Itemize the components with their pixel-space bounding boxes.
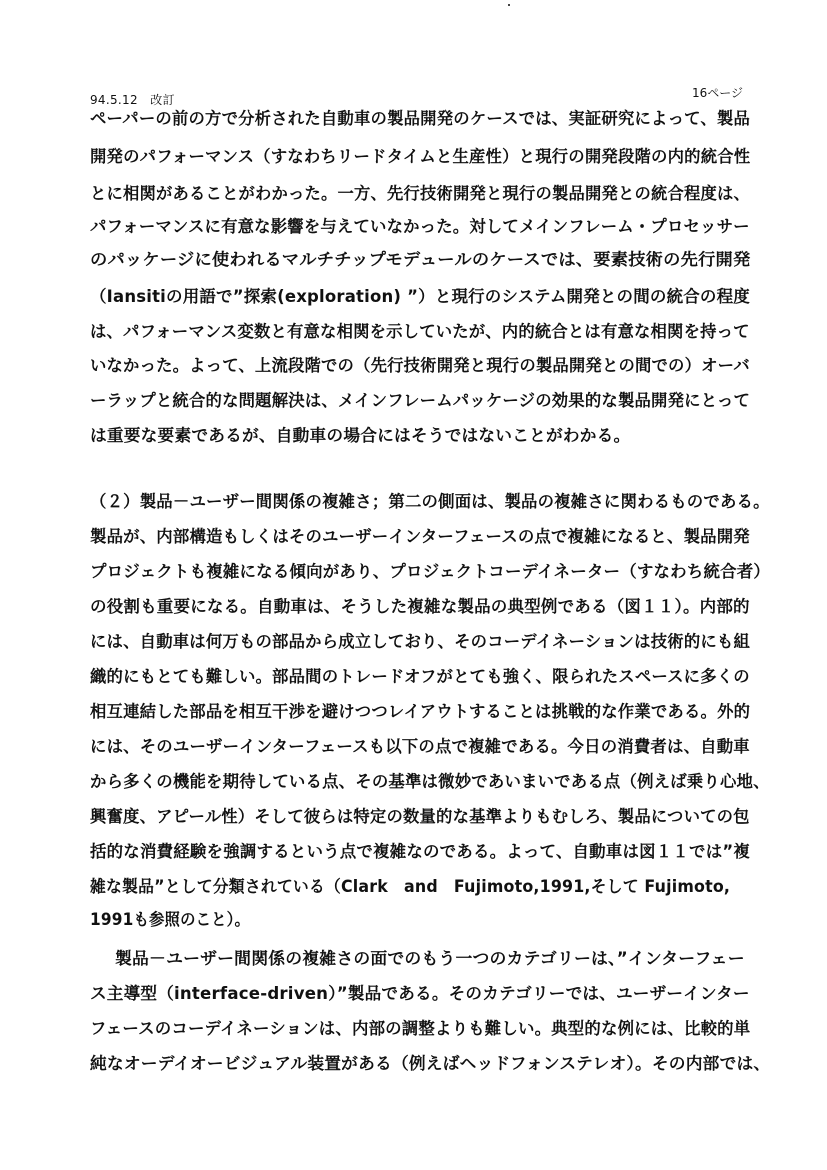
text-line: 開発のパフォーマンス（すなわちリードタイムと生産性）と現行の開発段階の内的統合性 [90,147,751,166]
text-line: は、パフォーマンス変数と有意な相関を示していたが、内的統合とは有意な相関を持って [90,322,750,341]
text-line: から多くの機能を期待している点、その基準は微妙であいまいである点（例えば乗り心地、 [90,772,770,791]
text-line: 括的な消費経験を強調するという点で複雑なのである。よって、自動車は図１１では”複 [90,842,751,861]
text-line: プロジェクトも複雑になる傾向があり、プロジェクトコーデイネーター（すなわち統合者） [90,562,771,581]
text-line: 純なオーデイオービジュアル装置がある（例えばヘッドフォンステレオ）。その内部では、 [90,1054,771,1073]
text-line: のパッケージに使われるマルチチップモデュールのケースでは、要素技術の先行開発 [90,250,751,269]
text-line: には、自動車は何万もの部品から成立しており、そのコーデイネーションは技術的にも組 [90,632,751,651]
page-number: 16ページ [692,86,744,100]
text-line: 製品が、内部構造もしくはそのユーザーインターフェースの点で複雑になると、製品開発 [90,527,750,546]
paragraph-first-line: 製品－ユーザー間関係の複雑さの面でのもう一つのカテゴリーは、”インターフェー [115,949,745,968]
revision-date: 94.5.12 改訂 [90,93,175,107]
text-line: 織的にもとても難しい。部品間のトレードオフがとても強く、限られたスペースに多くの [90,667,750,686]
section-heading-line: （２）製品－ユーザー間関係の複雑さ；第二の側面は、製品の複雑さに関わるものである。 [90,492,770,511]
text-line: ペーパーの前の方で分析された自動車の製品開発のケースでは、実証研究によって、製品 [90,109,751,128]
text-line: は重要な要素であるが、自動車の場合にはそうではないことがわかる。 [90,426,631,445]
text-line: 1991も参照のこと）。 [90,910,251,929]
text-line: ス主導型（interface-driven）”製品である。そのカテゴリーでは、ユーザーインター [90,984,750,1003]
text-line: いなかった。よって、上流段階での（先行技術開発と現行の製品開発との間での）オーバ [90,356,750,375]
scan-speck [508,4,510,6]
text-line: （Iansitiの用語で”探索(exploration) ”）と現行のシステム開発との間の統合の程度 [90,287,750,306]
text-line: 興奮度、アピール性）そして彼らは特定の数量的な基準よりもむしろ、製品についての包 [90,807,750,826]
text-line: 相互連結した部品を相互干渉を避けつつレイアウトすることは挑戦的な作業である。外的 [90,702,751,721]
text-line: ーラップと統合的な問題解決は、メインフレームパッケージの効果的な製品開発にとって [90,391,751,410]
text-line: には、そのユーザーインターフェースも以下の点で複雑である。今日の消費者は、自動車 [90,737,750,756]
text-line: 雑な製品”として分類されている（Clark and Fujimoto,1991,そして Fujimoto, [90,877,731,896]
text-line: とに相関があることがわかった。一方、先行技術開発と現行の製品開発との統合程度は、 [90,184,750,203]
text-line: の役割も重要になる。自動車は、そうした複雑な製品の典型例である（図１１）。内部的 [90,597,750,616]
text-line: フェースのコーデイネーションは、内部の調整よりも難しい。典型的な例には、比較的単 [90,1019,751,1038]
text-line: パフォーマンスに有意な影響を与えていなかった。対してメインフレーム・プロセッサー [90,217,750,236]
